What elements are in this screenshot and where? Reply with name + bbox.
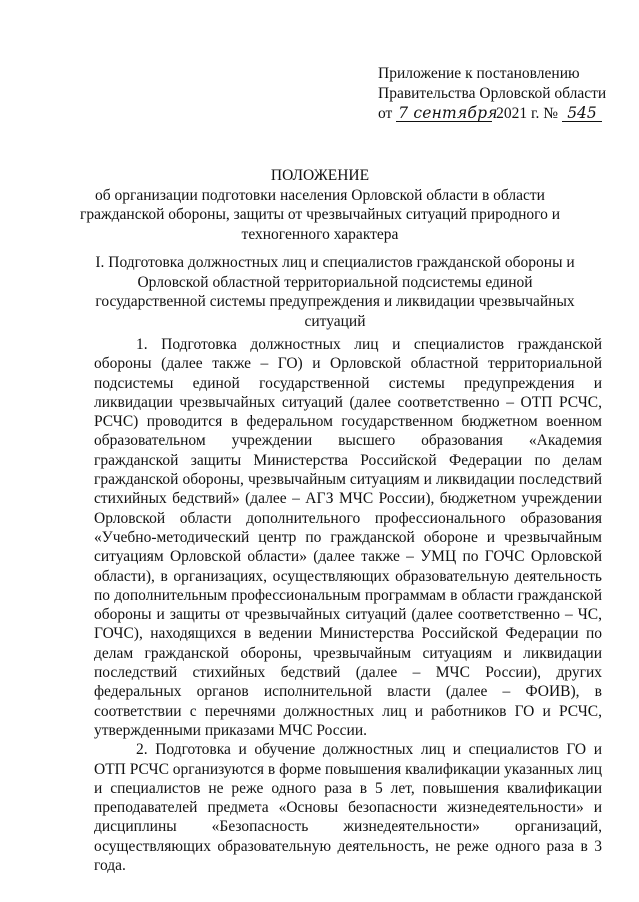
date-prefix: от [378, 105, 393, 122]
section-heading-text: I. Подготовка должностных лиц и специалистов гражданской обороны и Орловской областной территориальной подсистемы единой государственной системы предупреждения и ликвидации чрезвычайных ситуаций [95, 254, 575, 330]
title-heading: ПОЛОЖЕНИЕ [270, 167, 370, 184]
appendix-line-1: Приложение к постановлению [378, 65, 580, 82]
year-text: 2021 г. № [496, 105, 559, 122]
title-subtitle: об организации подготовки населения Орловской области в области гражданской обороны, защиты от чрезвычайных ситуаций природного и техногенного характера [79, 186, 561, 243]
section-heading [95, 253, 575, 331]
document-title [70, 166, 570, 244]
handwritten-date: 7 сентября [398, 104, 498, 122]
paragraph-1: 1. Подготовка должностных лиц и специалистов гражданской обороны (далее также – ГО) и Орловской областной территориальной подсистемы единой государственной системы предупреждения и ликвидации чрезвычайных ситуаций (далее соответственно – ОТП РСЧС, РСЧС) проводится в федеральном государственном бюджетном военном образовательном учреждении высшего образования «Академия гражданской защиты Министерства Российской Федерации по делам гражданской обороны, чрезвычайным ситуациям и ликвидации последствий стихийных бедствий» (далее – АГЗ МЧС России), бюджетном учреждении Орловской области дополнительного профессионального образования «Учебно-методический центр по гражданской обороне и чрезвычайным ситуациям Орловской области» (далее также – УМЦ по ГОЧС Орловской области), в организациях, осуществляющих образовательную деятельность по дополнительным профессиональным программам в области гражданской обороны и защиты от чрезвычайных ситуаций (далее соответственно – ЧС, ГОЧС), находящихся в ведении Министерства Российской Федерации по делам гражданской обороны, чрезвычайным ситуациям и ликвидации последствий стихийных бедствий (далее – МЧС России), других федеральных органов исполнительной власти (далее – ФОИВ), в соответствии с перечнями должностных лиц и работников ГО и РСЧС, утвержденными приказами МЧС России. [94, 336, 602, 739]
appendix-date-line [378, 104, 628, 124]
appendix-header [378, 64, 628, 124]
paragraph-2: 2. Подготовка и обучение должностных лиц и специалистов ГО и ОТП РСЧС организуются в форме повышения квалификации указанных лиц и специалистов не реже одного раза в 5 лет, повышения квалификации преподавателей предмета «Основы безопасности жизнедеятельности» и дисциплины «Безопасность жизнедеятельности» организаций, осуществляющих образовательную деятельность, не реже одного раза в 3 года. [94, 741, 602, 875]
handwritten-number: 545 [562, 105, 602, 122]
appendix-line-2: Правительства Орловской области [378, 85, 607, 102]
body-text [94, 335, 602, 875]
